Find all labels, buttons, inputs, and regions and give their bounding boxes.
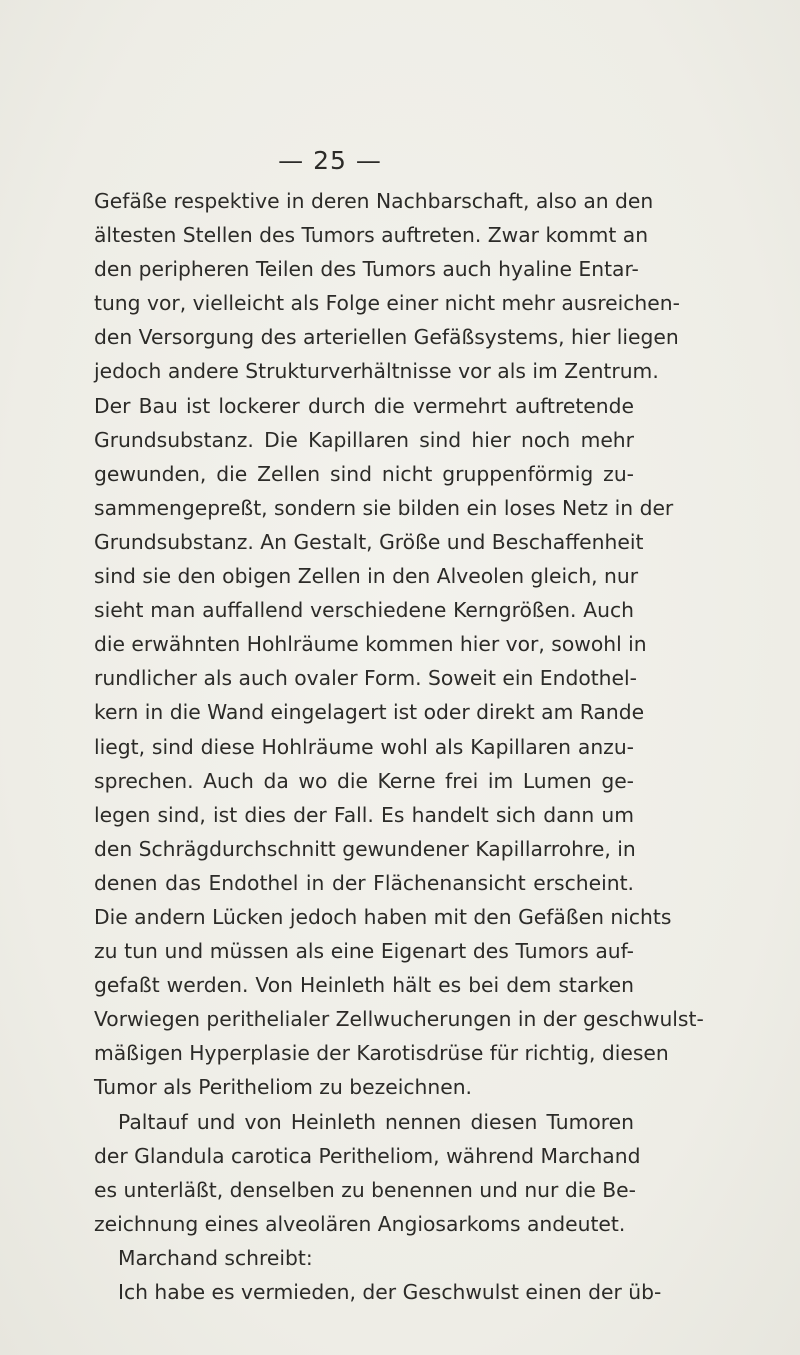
text-line: zu tun und müssen als eine Eigenart des Tumors auf-	[94, 939, 634, 964]
text-line: Grundsubstanz. Die Kapillaren sind hier noch mehr	[94, 427, 634, 452]
text-line: sammengepreßt, sondern sie bilden ein loses Netz in der	[94, 495, 674, 520]
text-line: Die andern Lücken jedoch haben mit den Gefäßen nichts	[94, 904, 672, 929]
text-line: sprechen. Auch da wo die Kerne frei im Lumen ge-	[94, 768, 634, 793]
text-line: legen sind, ist dies der Fall. Es handelt sich dann um	[94, 802, 634, 827]
text-line: liegt, sind diese Hohlräume wohl als Kapillaren anzu-	[94, 734, 634, 759]
text-line-paragraph-start: Paltauf und von Heinleth nennen diesen Tumoren	[118, 1109, 634, 1134]
page-number: — 25 —	[278, 146, 382, 175]
text-line-paragraph-start: Ich habe es vermieden, der Geschwulst einen der üb-	[118, 1280, 662, 1304]
text-line: der Glandula carotica Peritheliom, während Marchand	[94, 1143, 641, 1168]
text-line: kern in die Wand eingelagert ist oder direkt am Rande	[94, 700, 645, 725]
text-line: den Schrägdurchschnitt gewundener Kapillarrohre, in	[94, 836, 636, 861]
text-line: tung vor, vielleicht als Folge einer nicht mehr ausreichen-	[94, 291, 680, 316]
text-line: gefaßt werden. Von Heinleth hält es bei dem starken	[94, 973, 634, 998]
text-line: rundlicher als auch ovaler Form. Soweit ein Endothel-	[94, 666, 637, 691]
text-line: Grundsubstanz. An Gestalt, Größe und Beschaffenheit	[94, 529, 644, 554]
text-line: denen das Endothel in der Flächenansicht erscheint.	[94, 870, 634, 895]
text-line: ältesten Stellen des Tumors auftreten. Zwar kommt an	[94, 223, 649, 248]
text-line: es unterläßt, denselben zu benennen und nur die Be-	[94, 1177, 636, 1202]
text-line: Vorwiegen perithelialer Zellwucherungen in der geschwulst-	[94, 1007, 704, 1032]
text-line: gewunden, die Zellen sind nicht gruppenförmig zu-	[94, 461, 634, 486]
text-line: den peripheren Teilen des Tumors auch hyaline Entar-	[94, 257, 639, 282]
text-line: sind sie den obigen Zellen in den Alveolen gleich, nur	[94, 564, 639, 589]
text-line: die erwähnten Hohlräume kommen hier vor, sowohl in	[94, 632, 647, 657]
text-line-paragraph-end: zeichnung eines alveolären Angiosarkoms andeutet.	[94, 1211, 626, 1236]
text-line-paragraph-start: Marchand schreibt:	[118, 1245, 313, 1270]
text-line: Gefäße respektive in deren Nachbarschaft, also an den	[94, 189, 654, 213]
text-line: jedoch andere Strukturverhältnisse vor als im Zentrum.	[94, 359, 659, 384]
text-line: den Versorgung des arteriellen Gefäßsystems, hier liegen	[94, 325, 679, 350]
body-text	[94, 184, 704, 1309]
text-line: Der Bau ist lockerer durch die vermehrt auftretende	[94, 393, 634, 418]
text-line-paragraph-end: Tumor als Peritheliom zu bezeichnen.	[94, 1075, 473, 1100]
text-line: mäßigen Hyperplasie der Karotisdrüse für richtig, diesen	[94, 1041, 669, 1066]
text-line: sieht man auffallend verschiedene Kerngrößen. Auch	[94, 598, 634, 623]
